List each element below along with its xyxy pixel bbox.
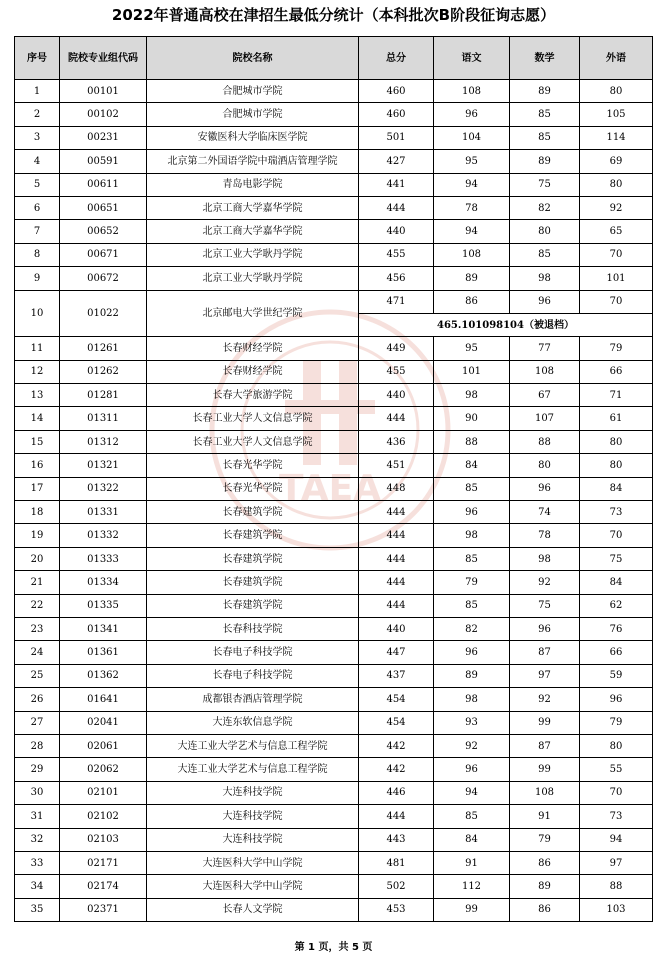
cell-name: 长春工业大学人文信息学院 xyxy=(147,407,359,430)
cell-math: 96 xyxy=(510,617,580,640)
cell-name: 长春建筑学院 xyxy=(147,571,359,594)
cell-chinese: 78 xyxy=(434,196,510,219)
table-row xyxy=(15,454,653,477)
cell-math: 108 xyxy=(510,360,580,383)
cell-foreign: 70 xyxy=(580,524,653,547)
cell-total: 481 xyxy=(359,851,434,874)
cell-name: 成都银杏酒店管理学院 xyxy=(147,688,359,711)
cell-chinese: 94 xyxy=(434,173,510,196)
table-row xyxy=(15,150,653,173)
cell-math: 92 xyxy=(510,688,580,711)
cell-name: 长春建筑学院 xyxy=(147,524,359,547)
cell-math: 97 xyxy=(510,664,580,687)
cell-total: 455 xyxy=(359,360,434,383)
cell-total: 442 xyxy=(359,758,434,781)
cell-code: 01332 xyxy=(60,524,147,547)
cell-no: 30 xyxy=(15,781,60,804)
cell-foreign: 97 xyxy=(580,851,653,874)
cell-chinese: 95 xyxy=(434,337,510,360)
cell-no: 5 xyxy=(15,173,60,196)
score-table xyxy=(14,36,653,922)
table-row xyxy=(15,80,653,103)
header-cell: 数学 xyxy=(510,37,580,80)
cell-math: 75 xyxy=(510,594,580,617)
cell-foreign: 69 xyxy=(580,150,653,173)
cell-name: 长春科技学院 xyxy=(147,617,359,640)
cell-total: 427 xyxy=(359,150,434,173)
cell-chinese: 95 xyxy=(434,150,510,173)
cell-chinese: 85 xyxy=(434,477,510,500)
cell-foreign: 114 xyxy=(580,126,653,149)
cell-math: 86 xyxy=(510,898,580,921)
cell-code: 01331 xyxy=(60,501,147,524)
cell-name: 北京第二外国语学院中瑞酒店管理学院 xyxy=(147,150,359,173)
cell-math: 87 xyxy=(510,641,580,664)
table-row xyxy=(15,781,653,804)
cell-math: 99 xyxy=(510,711,580,734)
cell-name: 长春建筑学院 xyxy=(147,547,359,570)
cell-name: 青岛电影学院 xyxy=(147,173,359,196)
cell-foreign: 101 xyxy=(580,267,653,290)
table-row xyxy=(15,267,653,290)
cell-code: 00231 xyxy=(60,126,147,149)
table-row xyxy=(15,477,653,500)
cell-total: 454 xyxy=(359,711,434,734)
cell-code: 01322 xyxy=(60,477,147,500)
cell-total: 440 xyxy=(359,384,434,407)
table-row xyxy=(15,594,653,617)
cell-chinese: 96 xyxy=(434,501,510,524)
cell-name: 长春电子科技学院 xyxy=(147,664,359,687)
cell-total: 502 xyxy=(359,875,434,898)
cell-chinese: 85 xyxy=(434,805,510,828)
cell-code: 02171 xyxy=(60,851,147,874)
cell-code: 01281 xyxy=(60,384,147,407)
page-footer: 第 1 页，共 5 页 xyxy=(294,942,373,953)
cell-math: 80 xyxy=(510,220,580,243)
cell-chinese: 99 xyxy=(434,898,510,921)
cell-name: 合肥城市学院 xyxy=(147,80,359,103)
cell-code: 01334 xyxy=(60,571,147,594)
header-cell: 院校名称 xyxy=(147,37,359,80)
cell-chinese: 82 xyxy=(434,617,510,640)
cell-foreign: 84 xyxy=(580,571,653,594)
table-row xyxy=(15,571,653,594)
cell-foreign: 66 xyxy=(580,641,653,664)
cell-code: 00611 xyxy=(60,173,147,196)
cell-chinese: 98 xyxy=(434,688,510,711)
cell-name: 长春财经学院 xyxy=(147,360,359,383)
cell-no: 24 xyxy=(15,641,60,664)
cell-math: 89 xyxy=(510,875,580,898)
cell-code: 02371 xyxy=(60,898,147,921)
cell-code: 00101 xyxy=(60,80,147,103)
cell-no: 8 xyxy=(15,243,60,266)
cell-total: 446 xyxy=(359,781,434,804)
cell-total: 460 xyxy=(359,80,434,103)
table-row xyxy=(15,524,653,547)
cell-no: 34 xyxy=(15,875,60,898)
header-cell: 语文 xyxy=(434,37,510,80)
cell-total: 444 xyxy=(359,571,434,594)
cell-math: 86 xyxy=(510,851,580,874)
cell-code: 01361 xyxy=(60,641,147,664)
cell-no: 15 xyxy=(15,430,60,453)
cell-chinese: 91 xyxy=(434,851,510,874)
cell-name: 大连医科大学中山学院 xyxy=(147,851,359,874)
table-row xyxy=(15,384,653,407)
table-row xyxy=(15,875,653,898)
cell-no: 16 xyxy=(15,454,60,477)
cell-name: 大连工业大学艺术与信息工程学院 xyxy=(147,734,359,757)
cell-foreign: 70 xyxy=(580,290,653,313)
cell-math: 80 xyxy=(510,454,580,477)
header-cell: 序号 xyxy=(15,37,60,80)
cell-no: 2 xyxy=(15,103,60,126)
table-row xyxy=(15,360,653,383)
cell-name: 长春建筑学院 xyxy=(147,501,359,524)
table-row xyxy=(15,220,653,243)
cell-chinese: 85 xyxy=(434,547,510,570)
cell-chinese: 96 xyxy=(434,641,510,664)
cell-name: 长春电子科技学院 xyxy=(147,641,359,664)
table-row xyxy=(15,126,653,149)
cell-math: 85 xyxy=(510,103,580,126)
cell-total: 447 xyxy=(359,641,434,664)
cell-no: 18 xyxy=(15,501,60,524)
cell-math: 89 xyxy=(510,80,580,103)
cell-foreign: 88 xyxy=(580,875,653,898)
header-cell: 外语 xyxy=(580,37,653,80)
cell-total: 451 xyxy=(359,454,434,477)
cell-code: 01262 xyxy=(60,360,147,383)
cell-math: 108 xyxy=(510,781,580,804)
cell-total: 455 xyxy=(359,243,434,266)
cell-math: 74 xyxy=(510,501,580,524)
cell-total: 449 xyxy=(359,337,434,360)
table-row xyxy=(15,734,653,757)
cell-code: 01641 xyxy=(60,688,147,711)
cell-total: 436 xyxy=(359,430,434,453)
table-row xyxy=(15,501,653,524)
cell-no: 11 xyxy=(15,337,60,360)
cell-name: 北京工商大学嘉华学院 xyxy=(147,220,359,243)
cell-math: 89 xyxy=(510,150,580,173)
cell-total: 460 xyxy=(359,103,434,126)
cell-code: 00652 xyxy=(60,220,147,243)
table-body-special xyxy=(15,290,653,337)
cell-code: 02041 xyxy=(60,711,147,734)
cell-name: 长春人文学院 xyxy=(147,898,359,921)
cell-total: 471 xyxy=(359,290,434,313)
cell-foreign: 80 xyxy=(580,734,653,757)
table-row xyxy=(15,290,653,313)
table-row xyxy=(15,547,653,570)
cell-code: 01312 xyxy=(60,430,147,453)
cell-total: 454 xyxy=(359,688,434,711)
cell-chinese: 108 xyxy=(434,243,510,266)
table-row xyxy=(15,898,653,921)
cell-foreign: 55 xyxy=(580,758,653,781)
cell-code: 00651 xyxy=(60,196,147,219)
cell-no: 13 xyxy=(15,384,60,407)
cell-foreign: 84 xyxy=(580,477,653,500)
cell-foreign: 79 xyxy=(580,337,653,360)
cell-total: 444 xyxy=(359,524,434,547)
cell-no: 21 xyxy=(15,571,60,594)
table-row xyxy=(15,617,653,640)
cell-math: 75 xyxy=(510,173,580,196)
cell-math: 82 xyxy=(510,196,580,219)
cell-name: 安徽医科大学临床医学院 xyxy=(147,126,359,149)
cell-foreign: 96 xyxy=(580,688,653,711)
table-row xyxy=(15,173,653,196)
cell-chinese: 86 xyxy=(434,290,510,313)
cell-math: 78 xyxy=(510,524,580,547)
cell-chinese: 96 xyxy=(434,758,510,781)
cell-total: 444 xyxy=(359,594,434,617)
cell-total: 444 xyxy=(359,501,434,524)
cell-chinese: 89 xyxy=(434,267,510,290)
cell-name: 北京工商大学嘉华学院 xyxy=(147,196,359,219)
cell-rejected-note: 465.101098104（被退档） xyxy=(359,313,653,336)
cell-no: 4 xyxy=(15,150,60,173)
table-row xyxy=(15,851,653,874)
cell-foreign: 105 xyxy=(580,103,653,126)
cell-foreign: 80 xyxy=(580,80,653,103)
cell-no: 26 xyxy=(15,688,60,711)
cell-foreign: 65 xyxy=(580,220,653,243)
cell-foreign: 66 xyxy=(580,360,653,383)
cell-chinese: 89 xyxy=(434,664,510,687)
cell-math: 98 xyxy=(510,547,580,570)
table-row xyxy=(15,641,653,664)
table-row xyxy=(15,430,653,453)
cell-math: 107 xyxy=(510,407,580,430)
cell-foreign: 80 xyxy=(580,454,653,477)
cell-total: 444 xyxy=(359,547,434,570)
cell-foreign: 80 xyxy=(580,173,653,196)
cell-math: 85 xyxy=(510,126,580,149)
cell-foreign: 70 xyxy=(580,243,653,266)
cell-no: 19 xyxy=(15,524,60,547)
table-body xyxy=(15,337,653,922)
cell-no: 28 xyxy=(15,734,60,757)
cell-code: 02102 xyxy=(60,805,147,828)
table-row xyxy=(15,664,653,687)
cell-total: 440 xyxy=(359,220,434,243)
table-row xyxy=(15,828,653,851)
cell-no: 31 xyxy=(15,805,60,828)
table-row xyxy=(15,243,653,266)
cell-no: 1 xyxy=(15,80,60,103)
cell-math: 91 xyxy=(510,805,580,828)
cell-name: 长春大学旅游学院 xyxy=(147,384,359,407)
cell-chinese: 108 xyxy=(434,80,510,103)
cell-math: 88 xyxy=(510,430,580,453)
cell-name: 大连东软信息学院 xyxy=(147,711,359,734)
cell-code: 00671 xyxy=(60,243,147,266)
cell-total: 443 xyxy=(359,828,434,851)
cell-no: 12 xyxy=(15,360,60,383)
cell-name: 长春光华学院 xyxy=(147,454,359,477)
table-row xyxy=(15,758,653,781)
cell-foreign: 80 xyxy=(580,430,653,453)
cell-total: 501 xyxy=(359,126,434,149)
cell-math: 85 xyxy=(510,243,580,266)
cell-foreign: 62 xyxy=(580,594,653,617)
cell-foreign: 76 xyxy=(580,617,653,640)
cell-code: 01335 xyxy=(60,594,147,617)
cell-no: 9 xyxy=(15,267,60,290)
cell-code: 01362 xyxy=(60,664,147,687)
cell-name: 大连医科大学中山学院 xyxy=(147,875,359,898)
cell-total: 442 xyxy=(359,734,434,757)
cell-math: 98 xyxy=(510,267,580,290)
cell-math: 67 xyxy=(510,384,580,407)
cell-no: 17 xyxy=(15,477,60,500)
cell-name: 大连科技学院 xyxy=(147,781,359,804)
cell-foreign: 59 xyxy=(580,664,653,687)
cell-code: 00102 xyxy=(60,103,147,126)
cell-code: 02101 xyxy=(60,781,147,804)
cell-chinese: 90 xyxy=(434,407,510,430)
table-row xyxy=(15,711,653,734)
cell-math: 79 xyxy=(510,828,580,851)
cell-no: 6 xyxy=(15,196,60,219)
cell-math: 87 xyxy=(510,734,580,757)
cell-name: 大连科技学院 xyxy=(147,805,359,828)
cell-name: 长春工业大学人文信息学院 xyxy=(147,430,359,453)
cell-no: 10 xyxy=(15,290,60,337)
cell-chinese: 84 xyxy=(434,454,510,477)
cell-name: 北京邮电大学世纪学院 xyxy=(147,290,359,337)
table-row xyxy=(15,337,653,360)
cell-code: 01261 xyxy=(60,337,147,360)
cell-math: 99 xyxy=(510,758,580,781)
cell-name: 北京工业大学耿丹学院 xyxy=(147,267,359,290)
header-cell: 院校专业组代码 xyxy=(60,37,147,80)
cell-foreign: 75 xyxy=(580,547,653,570)
table-row xyxy=(15,103,653,126)
cell-code: 00591 xyxy=(60,150,147,173)
cell-foreign: 73 xyxy=(580,501,653,524)
cell-no: 22 xyxy=(15,594,60,617)
cell-chinese: 88 xyxy=(434,430,510,453)
cell-math: 92 xyxy=(510,571,580,594)
cell-chinese: 79 xyxy=(434,571,510,594)
cell-chinese: 93 xyxy=(434,711,510,734)
header-cell: 总分 xyxy=(359,37,434,80)
cell-no: 23 xyxy=(15,617,60,640)
table-row xyxy=(15,196,653,219)
cell-code: 01341 xyxy=(60,617,147,640)
cell-total: 437 xyxy=(359,664,434,687)
cell-total: 448 xyxy=(359,477,434,500)
cell-code: 01311 xyxy=(60,407,147,430)
cell-code: 02062 xyxy=(60,758,147,781)
cell-chinese: 101 xyxy=(434,360,510,383)
cell-foreign: 103 xyxy=(580,898,653,921)
cell-math: 77 xyxy=(510,337,580,360)
cell-total: 453 xyxy=(359,898,434,921)
cell-no: 7 xyxy=(15,220,60,243)
cell-code: 02103 xyxy=(60,828,147,851)
table-body xyxy=(15,80,653,291)
cell-name: 长春光华学院 xyxy=(147,477,359,500)
cell-name: 北京工业大学耿丹学院 xyxy=(147,243,359,266)
cell-foreign: 73 xyxy=(580,805,653,828)
cell-total: 444 xyxy=(359,805,434,828)
table-row xyxy=(15,407,653,430)
page-title: 2022年普通高校在津招生最低分统计（本科批次B阶段征询志愿） xyxy=(111,6,556,24)
cell-total: 456 xyxy=(359,267,434,290)
cell-name: 长春建筑学院 xyxy=(147,594,359,617)
table-row xyxy=(15,688,653,711)
cell-foreign: 79 xyxy=(580,711,653,734)
cell-chinese: 92 xyxy=(434,734,510,757)
cell-total: 444 xyxy=(359,196,434,219)
svg-text:TAEA: TAEA xyxy=(278,468,382,509)
cell-total: 440 xyxy=(359,617,434,640)
cell-no: 3 xyxy=(15,126,60,149)
cell-no: 29 xyxy=(15,758,60,781)
cell-code: 02061 xyxy=(60,734,147,757)
cell-name: 大连科技学院 xyxy=(147,828,359,851)
cell-foreign: 94 xyxy=(580,828,653,851)
table-header-row xyxy=(15,37,653,80)
cell-no: 35 xyxy=(15,898,60,921)
cell-no: 32 xyxy=(15,828,60,851)
cell-name: 合肥城市学院 xyxy=(147,103,359,126)
cell-code: 02174 xyxy=(60,875,147,898)
cell-chinese: 96 xyxy=(434,103,510,126)
cell-chinese: 94 xyxy=(434,781,510,804)
cell-code: 01321 xyxy=(60,454,147,477)
cell-no: 27 xyxy=(15,711,60,734)
cell-name: 长春财经学院 xyxy=(147,337,359,360)
cell-math: 96 xyxy=(510,290,580,313)
cell-total: 441 xyxy=(359,173,434,196)
cell-no: 25 xyxy=(15,664,60,687)
cell-code: 01022 xyxy=(60,290,147,337)
cell-no: 14 xyxy=(15,407,60,430)
cell-foreign: 70 xyxy=(580,781,653,804)
cell-chinese: 98 xyxy=(434,524,510,547)
cell-name: 大连工业大学艺术与信息工程学院 xyxy=(147,758,359,781)
table-row xyxy=(15,805,653,828)
cell-foreign: 71 xyxy=(580,384,653,407)
cell-chinese: 104 xyxy=(434,126,510,149)
cell-chinese: 85 xyxy=(434,594,510,617)
cell-foreign: 92 xyxy=(580,196,653,219)
cell-chinese: 84 xyxy=(434,828,510,851)
cell-code: 01333 xyxy=(60,547,147,570)
cell-math: 96 xyxy=(510,477,580,500)
cell-total: 444 xyxy=(359,407,434,430)
cell-no: 33 xyxy=(15,851,60,874)
cell-chinese: 94 xyxy=(434,220,510,243)
cell-chinese: 112 xyxy=(434,875,510,898)
cell-chinese: 98 xyxy=(434,384,510,407)
cell-foreign: 61 xyxy=(580,407,653,430)
cell-no: 20 xyxy=(15,547,60,570)
cell-code: 00672 xyxy=(60,267,147,290)
